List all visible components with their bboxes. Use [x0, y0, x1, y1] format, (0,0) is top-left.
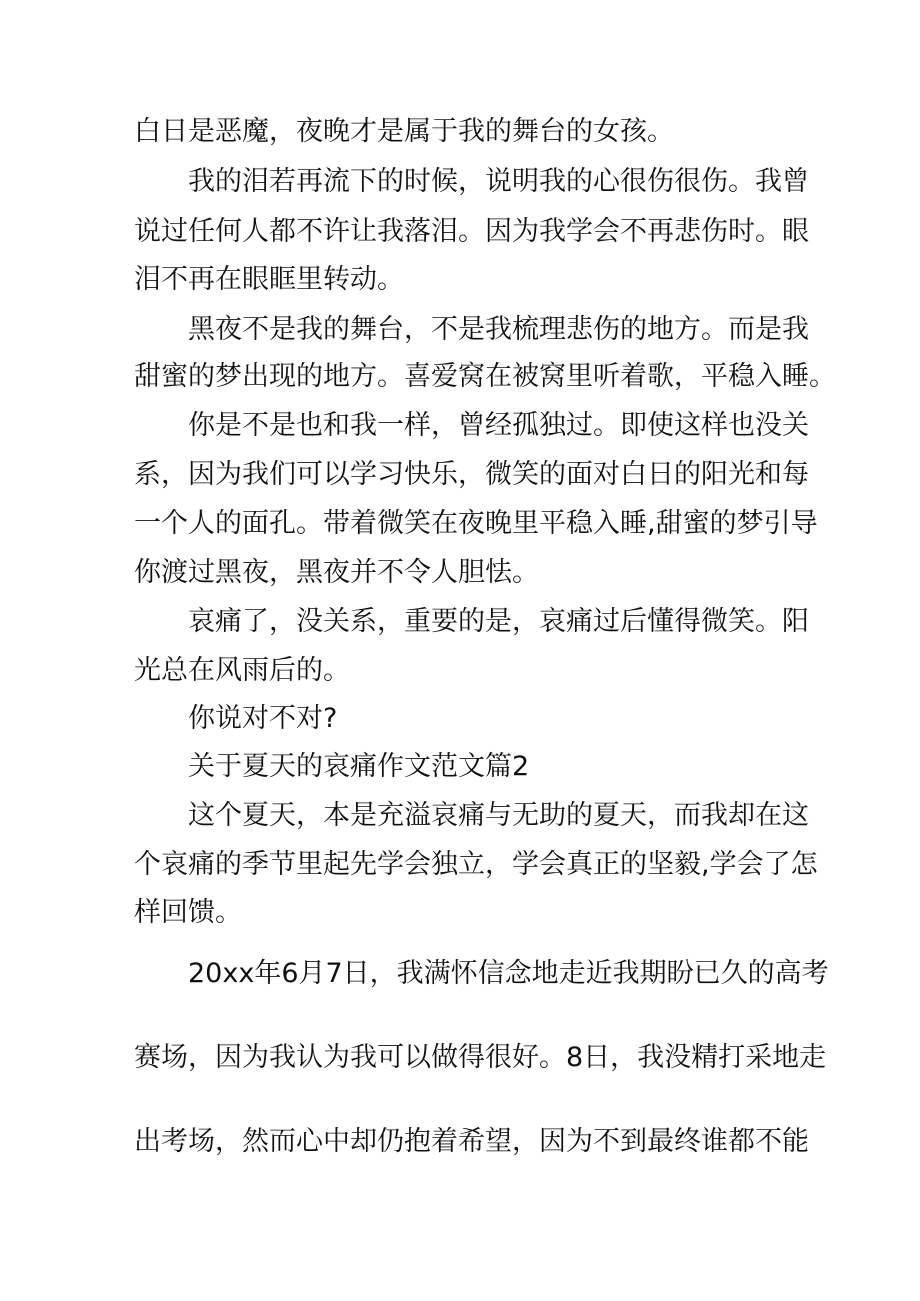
paragraph-first-line: 黑夜不是我的舞台，不是我梳理悲伤的地方。而是我 [188, 314, 809, 345]
paragraph-first-line: 20xx年6月7日，我满怀信念地走近我期盼已久的高考 [188, 958, 829, 989]
paragraph-first-line: 你是不是也和我一样，曾经孤独过。即使这样也没关 [188, 410, 809, 441]
text-line: 赛场，因为我认为我可以做得很好。8日，我没精打采地走 [134, 1042, 827, 1073]
text-line: 光总在风雨后的。 [134, 655, 350, 686]
text-line: 甜蜜的梦出现的地方。喜爱窝在被窝里听着歌，平稳入睡。 [134, 361, 836, 392]
text-line: 系，因为我们可以学习快乐，微笑的面对白日的阳光和每 [134, 459, 809, 490]
paragraph-first-line: 这个夏天，本是充溢哀痛与无助的夏天，而我却在这 [188, 800, 809, 831]
text-line: 样回馈。 [134, 897, 242, 928]
paragraph-first-line: 我的泪若再流下的时候，说明我的心很伤很伤。我曾 [188, 166, 809, 197]
text-line: 说过任何人都不许让我落泪。因为我学会不再悲伤时。眼 [134, 216, 809, 247]
text-line: 一个人的面孔。带着微笑在夜晚里平稳入睡,甜蜜的梦引导 [134, 508, 818, 539]
text-line: 个哀痛的季节里起先学会独立，学会真正的坚毅,学会了怎 [134, 849, 818, 880]
text-line: 白日是恶魔，夜晚才是属于我的舞台的女孩。 [134, 116, 674, 147]
section-heading: 关于夏天的哀痛作文范文篇2 [188, 751, 530, 782]
paragraph-first-line: 你说对不对? [188, 703, 338, 734]
text-line: 你渡过黑夜，黑夜并不令人胆怯。 [134, 557, 539, 588]
text-line: 泪不再在眼眶里转动。 [134, 264, 404, 295]
text-line: 出考场，然而心中却仍抱着希望，因为不到最终谁都不能 [134, 1126, 809, 1157]
paragraph-first-line: 哀痛了，没关系，重要的是，哀痛过后懂得微笑。阳 [188, 606, 809, 637]
